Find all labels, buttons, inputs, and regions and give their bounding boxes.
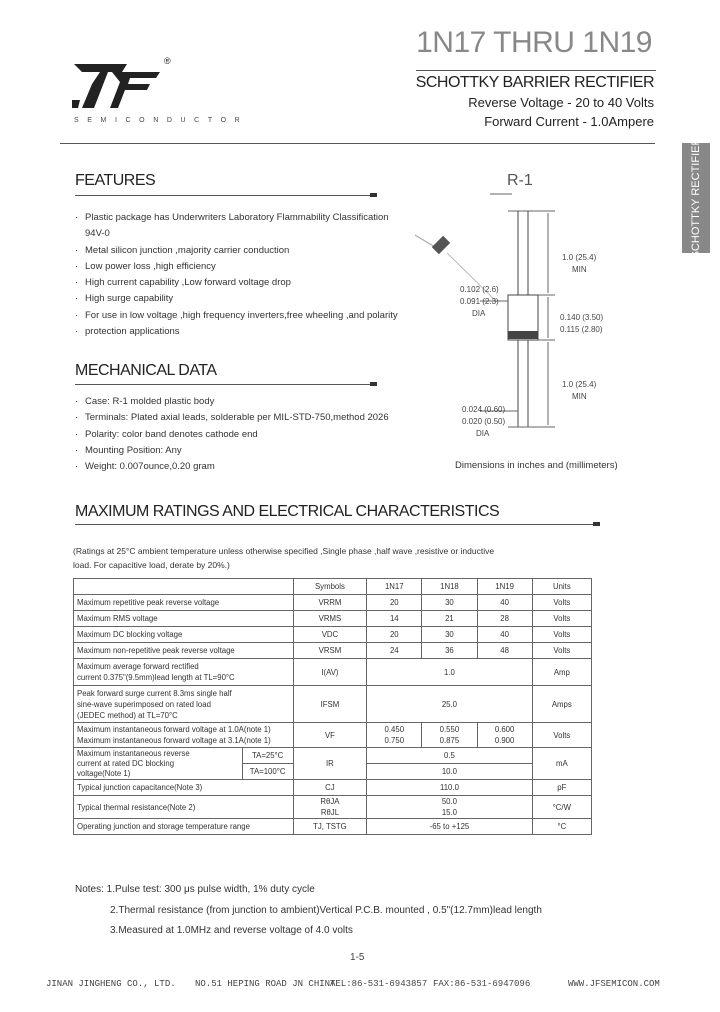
list-item: · Polarity: color band denotes cathode end xyxy=(75,427,405,443)
list-item: · Mounting Position: Any xyxy=(75,443,405,459)
list-item: · Terminals: Plated axial leads, solderable per MIL-STD-750,method 2026 xyxy=(75,410,405,426)
table-row: Maximum instantaneous forward voltage at 1.0A(note 1) Maximum instantaneous forward voltage at 3.1A(note 1) VF 0.450 0.750 0.550 0.875 0.600 0.900 Volts xyxy=(74,723,592,748)
table-row: Maximum RMS voltage VRMS 14 21 28 Volts xyxy=(74,611,592,627)
mechanical-marker xyxy=(370,382,377,386)
footer-web: WWW.JFSEMICON.COM xyxy=(568,979,660,989)
list-item: · protection applications xyxy=(75,324,405,340)
header-symbols: Symbols xyxy=(293,579,367,595)
table-row: TA=100°C 10.0 xyxy=(74,764,592,780)
package-label-rule xyxy=(490,186,520,206)
ratings-heading: MAXIMUM RATINGS AND ELECTRICAL CHARACTERISTICS xyxy=(75,503,500,520)
package-name: R-1 xyxy=(507,172,533,189)
features-marker xyxy=(370,193,377,197)
table-row: Typical thermal resistance(Note 2) RθJA RθJL 50.0 15.0 °C/W xyxy=(74,796,592,819)
list-item: · High current capability ,Low forward voltage drop xyxy=(75,275,405,291)
list-item: · High surge capability xyxy=(75,291,405,307)
company-logo xyxy=(72,62,162,112)
ratings-table xyxy=(73,578,592,835)
note-3: 3.Measured at 1.0MHz and reverse voltage of 4.0 volts xyxy=(110,925,353,936)
header-units: Units xyxy=(532,579,591,595)
dim-body-dia-max: 0.102 (2.6) xyxy=(460,285,499,294)
footer-address: NO.51 HEPING ROAD JN CHINA xyxy=(195,979,336,989)
reverse-voltage: Reverse Voltage - 20 to 40 Volts xyxy=(468,95,654,110)
mechanical-list xyxy=(75,394,405,475)
footer-tel: TEL:86-531-6943857 xyxy=(330,979,428,989)
features-heading: FEATURES xyxy=(75,172,156,189)
header-1n18: 1N18 xyxy=(422,579,477,595)
table-row: Maximum DC blocking voltage VDC 20 30 40 Volts xyxy=(74,627,592,643)
list-item: · Metal silicon junction ,majority carrier conduction xyxy=(75,243,405,259)
dim-lead-dia-unit: DIA xyxy=(476,429,490,438)
table-row: Maximum repetitive peak reverse voltage VRRM 20 30 40 Volts xyxy=(74,595,592,611)
header-1n17: 1N17 xyxy=(367,579,422,595)
dim-lead-length-top: 1.0 (25.4) xyxy=(562,253,597,262)
list-item: · Plastic package has Underwriters Laboratory Flammability Classification 94V-0 xyxy=(75,210,405,243)
dim-lead-dia-min: 0.020 (0.50) xyxy=(462,417,506,426)
title-divider xyxy=(416,70,656,71)
forward-current: Forward Current - 1.0Ampere xyxy=(484,114,654,129)
page-number: 1-5 xyxy=(350,952,365,963)
table-row: Maximum average forward rectified current 0.375"(9.5mm)lead length at TL=90°C I(AV) 1.0 Amp xyxy=(74,659,592,686)
footer-company: JINAN JINGHENG CO., LTD. xyxy=(46,979,176,989)
ratings-note-line1: (Ratings at 25°C ambient temperature unless otherwise specified ,Single phase ,half wave ,resistive or inductive xyxy=(73,546,495,556)
table-row: Operating junction and storage temperature range TJ, TSTG -65 to +125 °C xyxy=(74,819,592,835)
dimensions-caption: Dimensions in inches and (millimeters) xyxy=(455,460,618,471)
mechanical-rule xyxy=(75,384,375,385)
ratings-rule xyxy=(75,524,600,525)
list-item: · Case: R-1 molded plastic body xyxy=(75,394,405,410)
ratings-note-line2: load. For capacitive load, derate by 20%.) xyxy=(73,560,230,570)
logo-subtitle: SEMICONDUCTOR xyxy=(74,117,249,124)
dim-lead-length-bottom-unit: MIN xyxy=(572,392,587,401)
dim-lead-length-top-unit: MIN xyxy=(572,265,587,274)
dim-body-dia-unit: DIA xyxy=(472,309,486,318)
table-row: Maximum instantaneous reverse current at rated DC blocking voltage(Note 1) TA=25°C IR 0.5 mA xyxy=(74,748,592,764)
dim-body-length-max: 0.140 (3.50) xyxy=(560,313,604,322)
dim-body-dia-min: 0.091 (2.3) xyxy=(460,297,499,306)
table-header-row xyxy=(74,579,592,595)
features-rule xyxy=(75,195,375,196)
side-tab: SCHOTTKY RECTIFIER xyxy=(682,143,710,253)
device-type: SCHOTTKY BARRIER RECTIFIER xyxy=(415,74,654,91)
dim-lead-length-bottom: 1.0 (25.4) xyxy=(562,380,597,389)
list-item: · For use in low voltage ,high frequency inverters,free wheeling ,and polarity xyxy=(75,308,405,324)
ratings-marker xyxy=(593,522,600,526)
table-row: Typical junction capacitance(Note 3) CJ 110.0 pF xyxy=(74,780,592,796)
registered-mark: ® xyxy=(164,56,171,66)
dim-lead-dia-max: 0.024 (0.60) xyxy=(462,405,506,414)
list-item: · Low power loss ,high efficiency xyxy=(75,259,405,275)
note-2: 2.Thermal resistance (from junction to ambient)Vertical P.C.B. mounted , 0.5"(12.7mm)lead length xyxy=(110,905,542,916)
table-row: Maximum non-repetitive peak reverse voltage VRSM 24 36 48 Volts xyxy=(74,643,592,659)
list-item: · Weight: 0.007ounce,0.20 gram xyxy=(75,459,405,475)
dim-body-length-min: 0.115 (2.80) xyxy=(560,325,603,334)
footer-fax: FAX:86-531-6947096 xyxy=(433,979,531,989)
features-list xyxy=(75,210,405,340)
mechanical-heading: MECHANICAL DATA xyxy=(75,362,217,379)
table-row: Peak forward surge current 8.3ms single half sine-wave superimposed on rated load (JEDEC method) at TL=70°C IFSM 25.0 Amps xyxy=(74,686,592,723)
header-1n19: 1N19 xyxy=(477,579,532,595)
page-title: 1N17 THRU 1N19 xyxy=(416,26,652,59)
note-1: Notes: 1.Pulse test: 300 μs pulse width, 1% duty cycle xyxy=(75,884,315,895)
header-rule xyxy=(60,143,655,144)
